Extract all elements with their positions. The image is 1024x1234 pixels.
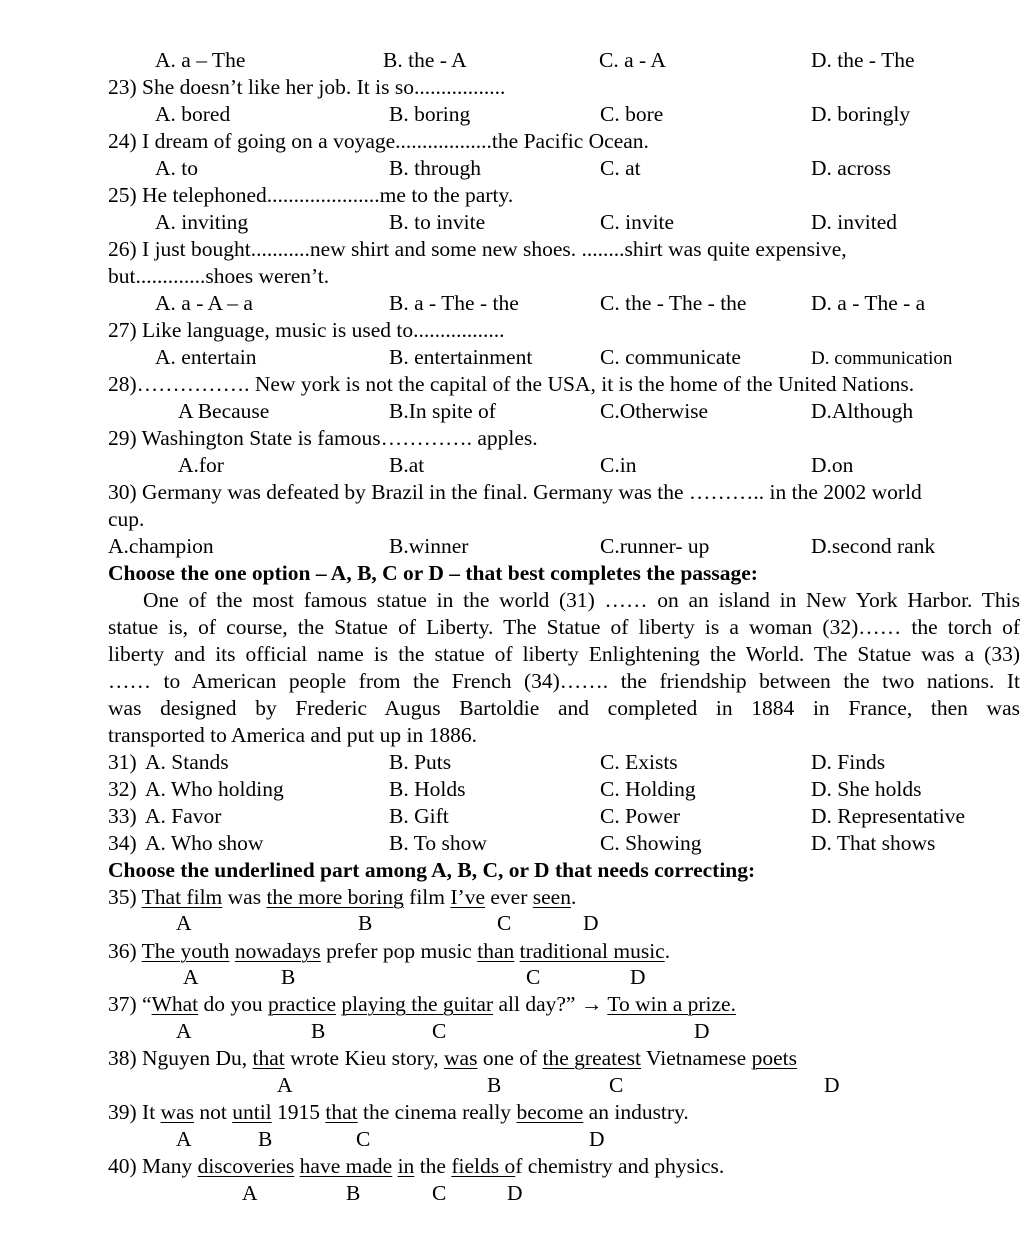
q28-option-d: D.Although [811, 399, 914, 423]
q32-number: 32) [108, 777, 137, 801]
q40-part-a: discoveries [197, 1154, 295, 1178]
q34-option-c: C. Showing [600, 831, 702, 855]
q39-sentence: 39) It was not until 1915 that the cinema really become an industry. [108, 1100, 689, 1124]
q39-part-c: that [325, 1100, 358, 1124]
q38-letter-c: C [609, 1073, 624, 1097]
q29-option-c: C.in [600, 453, 637, 477]
q23-option-a: A. bored [155, 102, 231, 126]
q39-part-d: become [516, 1100, 584, 1124]
q24-option-c: C. at [600, 156, 641, 180]
q26-option-b: B. a - The - the [389, 291, 519, 315]
passage-line-1: One of the most famous statue in the world (31) …… on an island in New York Harbor. This [143, 588, 1020, 612]
q24-stem: 24) I dream of going on a voyage..................the Pacific Ocean. [108, 129, 649, 153]
q27-option-a: A. entertain [155, 345, 257, 369]
q25-option-d: D. invited [811, 210, 897, 234]
q23-option-c: C. bore [600, 102, 664, 126]
q40-letter-a: A [242, 1181, 258, 1205]
q35-sentence: 35) That film was the more boring film I’ve ever seen. [108, 885, 577, 909]
q31-number: 31) [108, 750, 137, 774]
q37-sentence: 37) “What do you practice playing the guitar all day?” → To win a prize. [108, 992, 736, 1016]
q30-option-a: A.champion [108, 534, 214, 558]
q39-letter-a: A [176, 1127, 192, 1151]
q36-part-a: The youth [141, 939, 230, 963]
q25-option-c: C. invite [600, 210, 675, 234]
q39-letter-c: C [356, 1127, 371, 1151]
q23-stem: 23) She doesn’t like her job. It is so................. [108, 75, 506, 99]
q39-letter-b: B [258, 1127, 273, 1151]
q37-part-c: playing the guitar [341, 992, 494, 1016]
q30-option-c: C.runner- up [600, 534, 710, 558]
q29-option-b: B.at [389, 453, 425, 477]
q24-option-a: A. to [155, 156, 198, 180]
q31-option-d: D. Finds [811, 750, 886, 774]
q25-option-b: B. to invite [389, 210, 486, 234]
q38-sentence: 38) Nguyen Du, that wrote Kieu story, was one of the greatest Vietnamese poets [108, 1046, 797, 1070]
q28-option-b: B.In spite of [389, 399, 496, 423]
q36-sentence: 36) The youth nowadays prefer pop music than traditional music. [108, 939, 671, 963]
q33-option-d: D. Representative [811, 804, 966, 828]
q27-option-c: C. communicate [600, 345, 741, 369]
q35-part-d: seen [532, 885, 571, 909]
q32-option-d: D. She holds [811, 777, 922, 801]
q32-option-b: B. Holds [389, 777, 466, 801]
q26-option-c: C. the - The - the [600, 291, 747, 315]
q37-part-b: practice [268, 992, 337, 1016]
q33-number: 33) [108, 804, 137, 828]
errors-heading: Choose the underlined part among A, B, C, or D that needs correcting: [108, 858, 756, 882]
q34-option-b: B. To show [389, 831, 487, 855]
q36-letter-b: B [281, 965, 296, 989]
q35-letter-a: A [176, 911, 192, 935]
q24-option-d: D. across [811, 156, 892, 180]
q36-part-d: traditional music [519, 939, 665, 963]
passage-line-6: transported to America and put up in 1886. [108, 723, 478, 747]
q31-option-a: A. Stands [145, 750, 229, 774]
q35-letter-d: D [583, 911, 599, 935]
arrow-icon: → [580, 992, 603, 1016]
q33-option-a: A. Favor [145, 804, 222, 828]
q38-letter-d: D [824, 1073, 840, 1097]
q35-part-c: I’ve [450, 885, 485, 909]
q26-stem-line2: but.............shoes weren’t. [108, 264, 330, 288]
passage-line-4: …… to American people from the French (34)……. the friendship between the two nations. It [108, 669, 1020, 693]
q38-letter-a: A [277, 1073, 293, 1097]
q38-part-c: the greatest [542, 1046, 642, 1070]
q38-letter-b: B [487, 1073, 502, 1097]
q36-part-c: than [477, 939, 515, 963]
q22-option-a: A. a – The [155, 48, 246, 72]
q40-sentence: 40) Many discoveries have made in the fields of chemistry and physics. [108, 1154, 725, 1178]
q26-stem-line1: 26) I just bought...........new shirt and some new shoes. ........shirt was quite expensive, [108, 237, 847, 261]
q22-option-c: C. a - A [599, 48, 666, 72]
q39-letter-d: D [589, 1127, 605, 1151]
q28-stem: 28)……………. New york is not the capital of the USA, it is the home of the United Nations. [108, 372, 915, 396]
q36-letter-d: D [630, 965, 646, 989]
q40-part-b: have made [299, 1154, 393, 1178]
q26-option-d: D. a - The - a [811, 291, 926, 315]
q30-stem-line2: cup. [108, 507, 145, 531]
q32-option-a: A. Who holding [145, 777, 284, 801]
q40-letter-b: B [346, 1181, 361, 1205]
q35-letter-b: B [358, 911, 373, 935]
q28-option-a: A Because [178, 399, 270, 423]
q31-option-c: C. Exists [600, 750, 678, 774]
q24-option-b: B. through [389, 156, 481, 180]
q38-part-d: poets [751, 1046, 797, 1070]
q36-part-b: nowadays [234, 939, 321, 963]
q25-option-a: A. inviting [155, 210, 249, 234]
q36-letter-c: C [526, 965, 541, 989]
passage-heading: Choose the one option – A, B, C or D – that best completes the passage: [108, 561, 758, 585]
q39-part-a: was [160, 1100, 194, 1124]
q37-letter-a: A [176, 1019, 192, 1043]
passage-line-3: liberty and its official name is the statue of liberty Enlightening the World. The Statue was a (33) [108, 642, 1020, 666]
q35-part-a: That film [141, 885, 223, 909]
q25-stem: 25) He telephoned.....................me to the party. [108, 183, 514, 207]
q35-letter-c: C [497, 911, 512, 935]
q33-option-b: B. Gift [389, 804, 449, 828]
q29-option-d: D.on [811, 453, 854, 477]
q27-option-b: B. entertainment [389, 345, 533, 369]
q33-option-c: C. Power [600, 804, 681, 828]
passage-line-5: was designed by Frederic Augus Bartoldie and completed in 1884 in France, then was [108, 696, 1020, 720]
passage-line-2: statue is, of course, the Statue of Liberty. The Statue of liberty is a woman (32)…… the torch of [108, 615, 1020, 639]
q37-part-a: What [151, 992, 199, 1016]
q38-part-a: that [252, 1046, 285, 1070]
q40-letter-d: D [507, 1181, 523, 1205]
q29-stem: 29) Washington State is famous…………. apples. [108, 426, 538, 450]
q32-option-c: C. Holding [600, 777, 696, 801]
q22-option-d: D. the - The [811, 48, 915, 72]
q23-option-b: B. boring [389, 102, 471, 126]
q27-stem: 27) Like language, music is used to................. [108, 318, 505, 342]
q40-letter-c: C [432, 1181, 447, 1205]
q37-letter-c: C [432, 1019, 447, 1043]
q39-part-b: until [232, 1100, 272, 1124]
q40-part-d: fields o [451, 1154, 516, 1178]
q36-letter-a: A [183, 965, 199, 989]
q34-option-a: A. Who show [145, 831, 264, 855]
q31-option-b: B. Puts [389, 750, 452, 774]
q26-option-a: A. a - A – a [155, 291, 253, 315]
q38-part-b: was [444, 1046, 478, 1070]
q30-stem-line1: 30) Germany was defeated by Brazil in the final. Germany was the ……….. in the 2002 world [108, 480, 922, 504]
q40-part-c: in [397, 1154, 415, 1178]
q30-option-d: D.second rank [811, 534, 936, 558]
q28-option-c: C.Otherwise [600, 399, 709, 423]
q37-letter-d: D [694, 1019, 710, 1043]
q27-option-d: D. communication [811, 348, 953, 369]
q35-part-b: the more boring [266, 885, 404, 909]
q29-option-a: A.for [178, 453, 224, 477]
q37-letter-b: B [311, 1019, 326, 1043]
q34-option-d: D. That shows [811, 831, 936, 855]
q23-option-d: D. boringly [811, 102, 911, 126]
q34-number: 34) [108, 831, 137, 855]
q37-part-d: To win a prize. [607, 992, 736, 1016]
q30-option-b: B.winner [389, 534, 469, 558]
q22-option-b: B. the - A [383, 48, 467, 72]
